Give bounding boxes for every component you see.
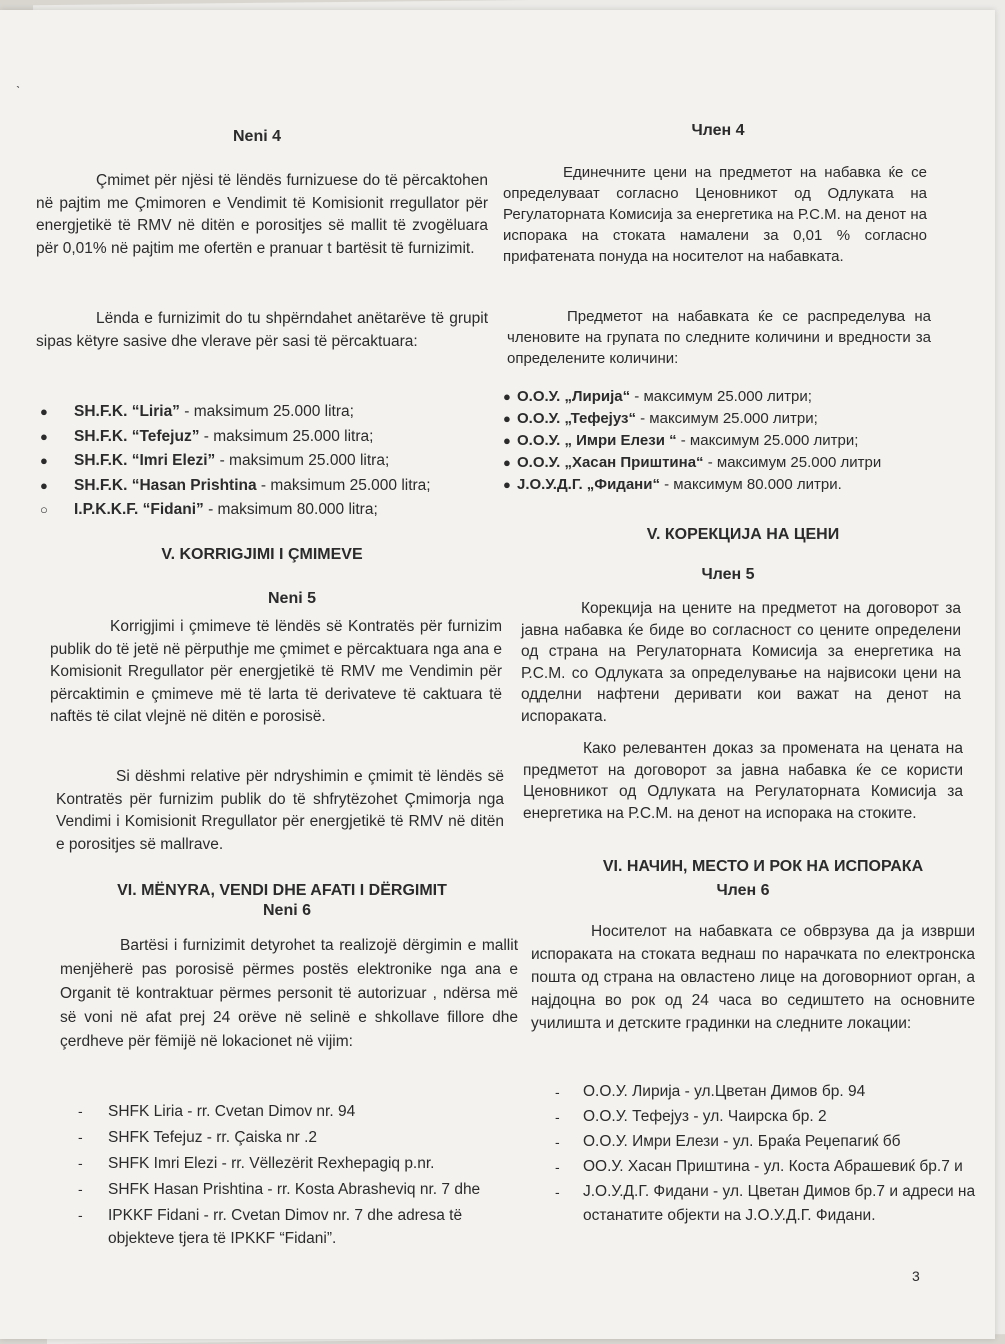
address-text: SHFK Hasan Prishtina - rr. Kosta Abrasheviq nr. 7 dhe [108, 1181, 481, 1198]
list-item [32, 474, 498, 499]
list-item [503, 1130, 983, 1154]
list-item-name: SH.F.K. “Imri Elezi” [74, 452, 216, 469]
dash-icon: - [555, 1184, 560, 1200]
article-4-title: Neni 4 [232, 128, 281, 145]
list-item [32, 400, 498, 425]
address-text: О.О.У. Имри Елези - ул. Браќа Реџепагиќ бб [583, 1133, 901, 1150]
list-item-value: - maksimum 25.000 litra; [256, 476, 431, 494]
list-item [32, 1178, 532, 1201]
list-item-value: - maksimum 25.000 litra; [199, 427, 374, 445]
quantity-list [32, 400, 498, 523]
bullet-icon: ○ [40, 502, 48, 517]
bullet-icon: ● [40, 404, 48, 419]
dash-icon: - [555, 1109, 560, 1125]
article-6-paragraph-1-text-mk: Носителот на набавката се обврзува да ја изврши испораката на стоката веднаш по нарачката по електронска пошта од страна на овластено лице на договорниот орган, а најдоцна во рок од 24 часа во седиштето на основните училишта и детските градинки на следните локации: [531, 923, 975, 1032]
article-5-paragraph-1 [50, 616, 502, 729]
list-item-value: - максимум 25.000 литри; [676, 432, 859, 449]
bullet-icon: ● [503, 455, 511, 470]
address-list [32, 1100, 532, 1253]
list-item [32, 449, 498, 474]
list-item [503, 430, 965, 452]
article-4-paragraph-1-mk [503, 162, 927, 267]
list-item [32, 1126, 532, 1149]
list-item-name: SH.F.K. “Liria” [74, 403, 180, 420]
dash-icon: - [78, 1155, 83, 1171]
article-6-paragraph-1-text: Bartësi i furnizimit detyrohet ta realizojë dërgimin e mallit menjëherë pas porosisë përmes postës elektronike nga ana e Organit të kontraktuar përmes personit të autorizuar , ndërsa më së voni në afat prej 24 orëve në selinë e shkollave fillore dhe çerdheve për fëmijë në lokacionet në vijim: [60, 937, 518, 1050]
list-item-name: О.О.У. „ Имри Елези “ [517, 432, 677, 449]
list-item [32, 1204, 532, 1250]
address-text: О.О.У. Тефејуз - ул. Чаирска бр. 2 [583, 1108, 827, 1125]
list-item [32, 498, 498, 523]
section-6-title: VI. MËNYRA, VENDI DHE AFATI I DËRGIMIT [117, 882, 447, 899]
article-5-paragraph-1-text-mk: Корекција на цените на предметот на договорот за јавна набавка ќе биде во согласност со цените определени од страна на Регулаторната Комисија за енергетика на Р.С.М. со Одлуката за определување на највисоки цени на одделни нафтени деривати кои важат на денот на испораката. [521, 600, 961, 725]
page-number: 3 [912, 1268, 920, 1284]
bullet-icon: ● [40, 428, 48, 444]
list-item-value: - максимум 25.000 литри [703, 454, 882, 471]
list-item-value: - maksimum 80.000 litra; [203, 501, 378, 518]
article-5-paragraph-1-mk [521, 598, 961, 727]
address-text: SHFK Imri Elezi - rr. Vëllezërit Rexhepagiq p.nr. [108, 1155, 435, 1172]
list-item-value: - maksimum 25.000 litra; [215, 452, 390, 469]
address-list-mk [503, 1080, 983, 1229]
list-item-name: О.О.У. „Тефејуз“ [517, 410, 636, 427]
bullet-icon: ● [503, 411, 511, 426]
list-item [503, 452, 965, 474]
corner-mark: ˎ [16, 72, 21, 88]
bullet-icon: ● [503, 477, 511, 492]
dash-icon: - [78, 1207, 83, 1223]
article-6-title: Neni 6 [262, 902, 311, 919]
bullet-icon: ● [503, 433, 511, 448]
document-page [0, 10, 995, 1339]
list-item-value: - максимум 80.000 литри. [659, 476, 842, 493]
address-text: О.О.У. Лирија - ул.Цветан Димов бр. 94 [583, 1083, 866, 1100]
list-item [503, 1080, 983, 1104]
list-item [503, 386, 965, 408]
article-5-paragraph-2 [56, 766, 504, 856]
article-6-paragraph-1-mk [531, 920, 975, 1035]
section-5-title: V. KORRIGJIMI I ÇMIMEVE [161, 546, 363, 563]
article-5-paragraph-2-text: Si dëshmi relative për ndryshimin e çmimit të lëndës së Kontratës për furnizim publik do të shfrytëzohet Çmimorja nga Vendimi i Komisionit Rregullator për energjetikë të RMV në ditën e porositjes së mallrave. [56, 768, 504, 853]
article-5-title: Neni 5 [267, 590, 316, 607]
list-item [32, 1152, 532, 1175]
article-4-paragraph-1 [36, 170, 488, 260]
section-6-title-mk: VI. НАЧИН, МЕСТО И РОК НА ИСПОРАКА [602, 858, 924, 875]
article-4-paragraph-2 [36, 308, 488, 353]
quantity-list-mk [503, 386, 965, 496]
list-item [503, 1155, 983, 1179]
list-item-value: - максимум 25.000 литри; [635, 410, 818, 427]
article-4-title-mk: Член 4 [691, 122, 745, 139]
address-text: Ј.О.У.Д.Г. Фидани - ул. Цветан Димов бр.7 и адреси на останатите објекти на Ј.О.У.Д.Г. Фидани. [583, 1183, 976, 1224]
list-item [503, 408, 965, 430]
article-5-paragraph-2-mk [523, 738, 963, 824]
article-4-paragraph-2-text-mk: Предметот на набавката ќе се распределува на членовите на групата по следните количини и вредности за определените количини: [507, 308, 931, 367]
list-item-name: SH.F.K. “Hasan Prishtina [74, 476, 257, 494]
article-4-paragraph-1-text: Çmimet për njësi të lëndës furnizuese do të përcaktohen në pajtim me Çmimoren e Vendimit të Komisionit rregullator për energjetikë të RMV në ditën e porositjes së mallit të zvogëluara për 0,01% në pajtim me ofertën e pranuar t bartësit të furnizimit. [36, 172, 488, 257]
list-item [503, 1180, 983, 1228]
article-6-title-mk: Член 6 [716, 882, 770, 899]
article-6-paragraph-1 [60, 934, 518, 1054]
dash-icon: - [555, 1159, 560, 1175]
address-text: SHFK Tefejuz - rr. Çaiska nr .2 [108, 1129, 318, 1146]
list-item-name: SH.F.K. “Tefejuz” [74, 427, 200, 445]
list-item [503, 474, 965, 496]
article-4-paragraph-2-text: Lënda e furnizimit do tu shpërndahet anëtarëve të grupit sipas këtyre sasive dhe vlerave për sasi të përcaktuara: [36, 310, 488, 350]
dash-icon: - [555, 1134, 560, 1150]
list-item-name: О.О.У. „Хасан Приштина“ [517, 454, 704, 471]
section-5-title-mk: V. КОРЕКЦИЈА НА ЦЕНИ [646, 526, 840, 543]
address-text: IPKKF Fidani - rr. Cvetan Dimov nr. 7 dhe adresa të objekteve tjera të IPKKF “Fidani”. [108, 1207, 463, 1247]
list-item-name: I.P.K.K.F. “Fidani” [74, 501, 204, 518]
article-5-title-mk: Член 5 [701, 566, 755, 583]
dash-icon: - [78, 1129, 83, 1145]
article-5-paragraph-1-text: Korrigjimi i çmimeve të lëndës së Kontratës për furnizim publik do të jetë në përputhje me çmimet e përcaktuara nga ana e Komisionit Rregullator për energjetikë të RMV me Vendimin për përcaktimin e çmimeve më të larta të derivateve të caktuara të naftës të cilat vlejnë në ditën e porosisë. [50, 618, 502, 725]
article-4-paragraph-1-text-mk: Единечните цени на предметот на набавка ќе се определуваат согласно Ценовникот од Одлуката на Регулаторната Комисија за енергетика на Р.С.М. на денот на испорака на стоката намалени за 0,01 % согласно прифатената понуда на носителот на набавката. [503, 164, 927, 265]
list-item-value: - maksimum 25.000 litra; [179, 403, 354, 420]
dash-icon: - [78, 1181, 83, 1197]
bullet-icon: ● [40, 453, 48, 468]
list-item-name: Ј.О.У.Д.Г. „Фидани“ [517, 476, 660, 493]
bullet-icon: ● [503, 389, 511, 404]
address-text: ОО.У. Хасан Приштина - ул. Коста Абрашевиќ бр.7 и [583, 1158, 963, 1175]
dash-icon: - [555, 1084, 560, 1100]
article-4-paragraph-2-mk [507, 306, 931, 369]
article-5-paragraph-2-text-mk: Како релевантен доказ за промената на цената на предметот на договорот за јавна набавка ќе се користи Ценовникот од Одлуката на Регулаторната Комисија за енергетика на Р.С.М. на денот на испорака на стоките. [523, 740, 963, 822]
dash-icon: - [78, 1103, 83, 1119]
list-item [503, 1105, 983, 1129]
address-text: SHFK Liria - rr. Cvetan Dimov nr. 94 [108, 1103, 356, 1120]
bullet-icon: ● [40, 477, 48, 493]
list-item-value: - максимум 25.000 литри; [630, 388, 812, 405]
list-item-name: О.О.У. „Лирија“ [517, 388, 631, 405]
list-item [32, 425, 498, 450]
list-item [32, 1100, 532, 1123]
